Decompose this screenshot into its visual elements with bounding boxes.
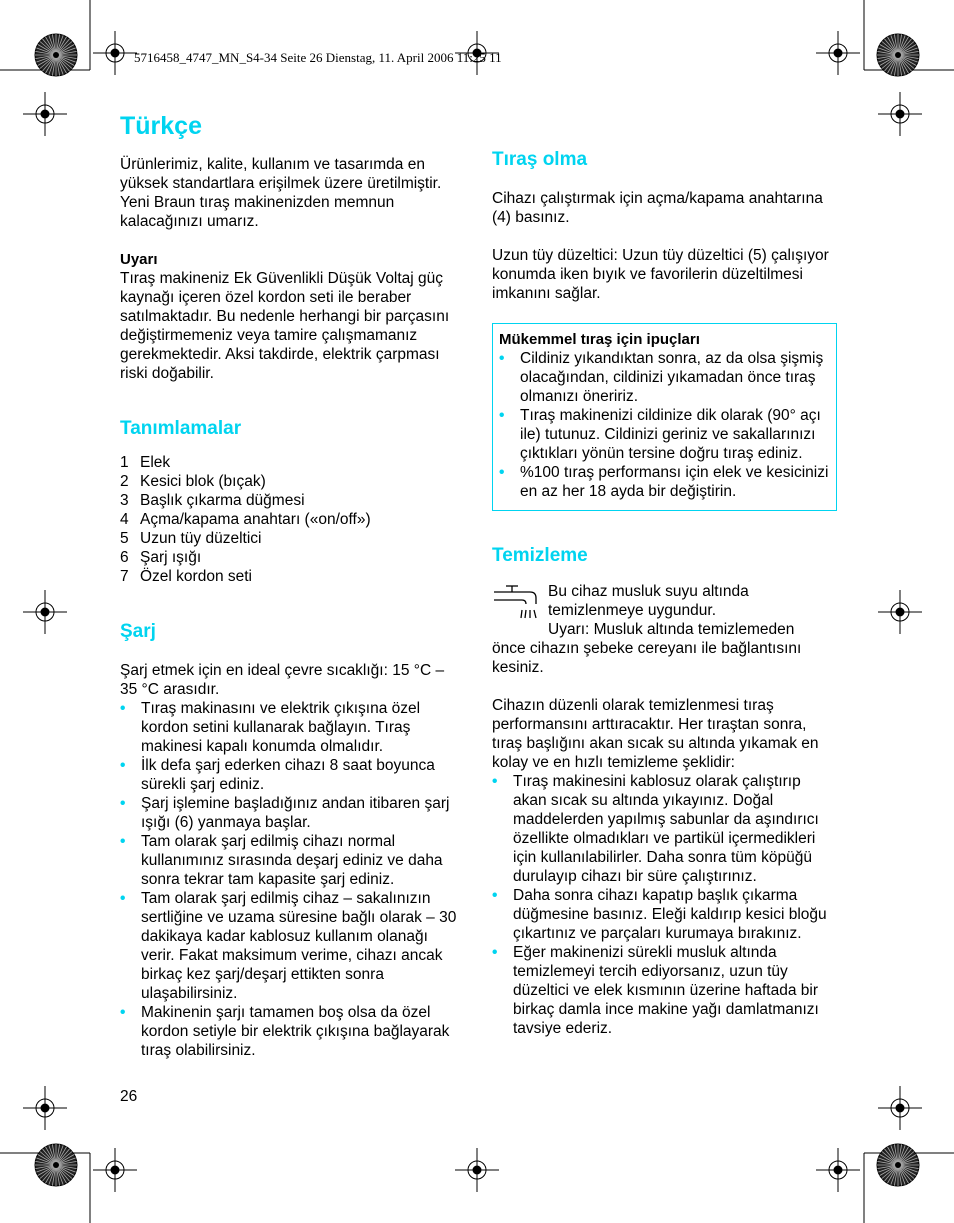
cleaning-paragraph: Cihazın düzenli olarak temizlenmesi tıraş performansını arttıracaktır. Her tıraştan sonra, tıraş başlığını akan sıcak su altında yıkamak en kolay ve en hızlı temizleme şeklidir: — [492, 697, 819, 772]
list-item — [499, 463, 830, 501]
parts-list-item — [120, 548, 465, 567]
shaving-paragraph-1: Cihazı çalıştırmak için açma/kapama anahtarına (4) basınız. — [492, 189, 823, 226]
star-target-icon — [877, 1144, 919, 1186]
parts-list-item — [120, 529, 465, 548]
tap-warning-start: Uyarı: Musluk altında temizlemeden — [548, 621, 795, 639]
charging-heading: Şarj — [120, 621, 156, 643]
cleaning-bullet-list — [492, 772, 837, 1038]
registration-crosshair-icon — [93, 1148, 137, 1192]
bullet-icon: • — [499, 349, 505, 367]
star-target-icon — [877, 34, 919, 76]
list-item-text: %100 tıraş performansı için elek ve kesicinizi en az her 18 ayda bir değiştirin. — [520, 463, 829, 500]
part-name: Uzun tüy düzeltici — [140, 530, 262, 548]
bullet-icon: • — [492, 773, 498, 791]
registration-crosshair-icon — [816, 1148, 860, 1192]
parts-list-item — [120, 453, 465, 472]
print-slug-line: 5716458_4747_MN_S4-34 Seite 26 Dienstag, 11. April 2006 11:25 11 — [134, 50, 502, 65]
list-item — [492, 772, 837, 886]
part-name: Elek — [140, 454, 171, 472]
tap-notice-text: Bu cihaz musluk suyu altında temizlenmeye uygundur. — [548, 583, 749, 620]
star-target-icon — [35, 1144, 77, 1186]
warning-block — [120, 250, 465, 383]
parts-list-item — [120, 472, 465, 491]
registration-crosshair-icon — [878, 1086, 922, 1130]
list-item-text: İlk defa şarj ederken cihazı 8 saat boyunca sürekli şarj ediniz. — [141, 756, 435, 793]
bullet-icon: • — [120, 794, 126, 812]
list-item — [120, 889, 465, 1003]
bullet-icon: • — [499, 463, 505, 481]
list-item-text: Tıraş makinesini kablosuz olarak çalıştırıp akan sıcak su altında yıkayınız. Doğal maddelerden yapılmış sabunlar da aşındırıcı özellikte olmadıkları ve partikül içermedikleri için kullanılabilirler. Daha sonra tüm köpüğü durulayıp cihazı bir süre çalıştırınız. — [513, 773, 819, 886]
part-name: Kesici blok (bıçak) — [140, 473, 266, 491]
registration-crosshair-icon — [878, 590, 922, 634]
page-number: 26 — [120, 1088, 138, 1105]
part-number: 5 — [120, 530, 129, 548]
right-column — [492, 148, 837, 1038]
language-title: Türkçe — [120, 112, 202, 140]
tips-box — [492, 323, 837, 511]
bullet-icon: • — [499, 406, 505, 424]
warning-text: Tıraş makineniz Ek Güvenlikli Düşük Voltaj güç kaynağı içeren özel kordon seti ile beraber satılmaktadır. Bu nedenle herhangi bir parçasını değiştirmemeniz veya tamire çalışmamanız gerekmektedir. Aksi takdirde, elektrik çarpması riski doğabilir. — [120, 269, 450, 382]
list-item — [499, 349, 830, 406]
intro-paragraph: Ürünlerimiz, kalite, kullanım ve tasarımda en yüksek standartlara erişilmek üzere üretilmiştir. Yeni Braun tıraş makinenizden memnun kalacağınızı umarız. — [120, 155, 442, 230]
parts-list-item — [120, 491, 465, 510]
list-item — [120, 832, 465, 889]
registration-crosshair-icon — [23, 1086, 67, 1130]
list-item-text: Eğer makinenizi sürekli musluk altında temizlemeyi tercih ediyorsanız, uzun tüy düzeltici ve elek kısmının üzerine haftada bir birkaç damla ince makine yağı damlatmanızı tavsiye ederiz. — [513, 944, 819, 1038]
parts-list — [120, 453, 465, 586]
tips-bullet-list — [499, 349, 830, 501]
registration-crosshair-icon — [878, 92, 922, 136]
part-number: 1 — [120, 454, 129, 472]
charging-intro: Şarj etmek için en ideal çevre sıcaklığı: 15 °C – 35 °C arasıdır. — [120, 661, 445, 698]
bullet-icon: • — [120, 889, 126, 907]
registration-crosshair-icon — [23, 92, 67, 136]
warning-label: Uyarı — [120, 250, 158, 268]
part-number: 4 — [120, 511, 129, 529]
list-item-text: Şarj işlemine başladığınız andan itibaren şarj ışığı (6) yanmaya başlar. — [141, 794, 450, 831]
list-item-text: Tam olarak şarj edilmiş cihazı normal kullanımınız sırasında deşarj ediniz ve daha sonra tekrar tam kapasite şarj ediniz. — [141, 832, 443, 888]
description-heading: Tanımlamalar — [120, 417, 242, 439]
part-name: Özel kordon seti — [140, 568, 252, 586]
part-number: 2 — [120, 473, 129, 491]
shaving-paragraph-2: Uzun tüy düzeltici: Uzun tüy düzeltici (5) çalışıyor konumda iken bıyık ve favorilerin düzeltilmesi imkanını sağlar. — [492, 246, 829, 302]
list-item — [120, 699, 465, 756]
parts-list-item — [120, 510, 465, 529]
cleaning-heading: Temizleme — [492, 544, 588, 566]
registration-crosshair-icon — [23, 590, 67, 634]
registration-crosshair-icon — [455, 1148, 499, 1192]
bullet-icon: • — [120, 832, 126, 850]
bullet-icon: • — [492, 944, 498, 962]
part-name: Başlık çıkarma düğmesi — [140, 492, 305, 510]
bullet-icon: • — [120, 1003, 126, 1021]
part-number: 7 — [120, 568, 129, 586]
part-number: 6 — [120, 549, 129, 567]
list-item-text: Daha sonra cihazı kapatıp başlık çıkarma düğmesine basınız. Eleği kaldırıp kesici bloğu çıkartınız ve parçaları kurumaya bırakınız. — [513, 887, 827, 943]
list-item-text: Makinenin şarjı tamamen boş olsa da özel kordon setiyle bir elektrik çıkışına bağlayarak tıraş olabilirsiniz. — [141, 1003, 450, 1059]
shaving-heading: Tıraş olma — [492, 149, 588, 170]
list-item-text: Tam olarak şarj edilmiş cihaz – sakalınızın sertliğine ve uzama süresine bağlı olarak – 30 dakikaya kadar kablosuz kullanım olanağı verir. Fakat maksimum verime, cihazı ancak birkaç kez şarj/deşarj ettikten sonra ulaşabilirsiniz. — [141, 889, 457, 1002]
registration-crosshair-icon — [816, 31, 860, 75]
list-item — [499, 406, 830, 463]
tap-water-icon — [492, 582, 540, 626]
tap-water-notice — [492, 582, 837, 639]
bullet-icon: • — [492, 887, 498, 905]
list-item — [492, 943, 837, 1038]
list-item-text: Cildiniz yıkandıktan sonra, az da olsa şişmiş olacağından, cildinizi yıkamadan önce tıraş olmanızı öneririz. — [520, 349, 824, 405]
bullet-icon: • — [120, 699, 126, 717]
part-name: Şarj ışığı — [140, 549, 202, 567]
charging-bullet-list — [120, 699, 465, 1060]
star-target-icon — [35, 34, 77, 76]
list-item — [492, 886, 837, 943]
list-item-text: Tıraş makinasını ve elektrik çıkışına özel kordon setini kullanarak bağlayın. Tıraş makinesi kapalı konumda olmalıdır. — [141, 699, 421, 755]
part-number: 3 — [120, 492, 129, 510]
list-item — [120, 1003, 465, 1060]
bullet-icon: • — [120, 756, 126, 774]
list-item-text: Tıraş makinenizi cildinize dik olarak (90° açı ile) tutunuz. Cildinizi geriniz ve sakallarınızı çıktıkları yönün tersine doğru tıraş ediniz. — [520, 406, 821, 462]
parts-list-item — [120, 567, 465, 586]
list-item — [120, 794, 465, 832]
part-name: Açma/kapama anahtarı («on/off») — [140, 511, 371, 529]
tips-heading: Mükemmel tıraş için ipuçları — [499, 330, 700, 348]
tap-warning-end: önce cihazın şebeke cereyanı ile bağlantısını kesiniz. — [492, 640, 802, 677]
list-item — [120, 756, 465, 794]
left-column — [120, 110, 465, 1060]
registration-crosshair-icon — [93, 31, 137, 75]
